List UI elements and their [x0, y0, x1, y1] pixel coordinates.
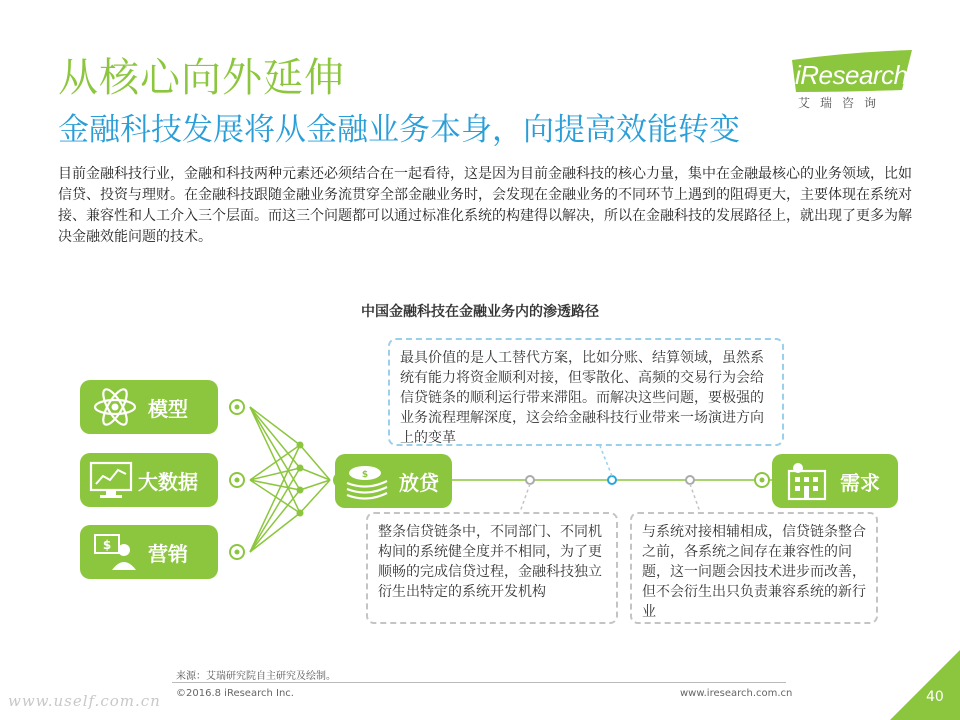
source-note: 来源：艾瑞研究院自主研究及绘制。	[176, 671, 336, 682]
node-lending-label: 放贷	[399, 470, 439, 495]
copyright: ©2016.8 iResearch Inc.	[176, 688, 294, 699]
logo-subtext: 艾瑞咨询	[798, 96, 887, 110]
node-demand-label: 需求	[840, 470, 880, 495]
logo-text: iResearch	[795, 60, 908, 90]
monitor-chart-icon	[88, 460, 134, 500]
person-screen-icon	[92, 532, 138, 572]
website-url: www.iresearch.com.cn	[680, 688, 793, 699]
watermark: www.uself.com.cn	[8, 692, 161, 710]
callout-bottom-left: 整条信贷链条中，不同部门、不同机构间的系统健全度并不相同，为了更顺畅的完成信贷过程，金融科技独立衍生出特定的系统开发机构	[366, 512, 618, 624]
callout-bottom-right: 与系统对接相辅相成，信贷链条整合之前，各系统之间存在兼容性的问题，这一问题会因技术进步而改善，但不会衍生出只负责兼容系统的新行业	[630, 512, 878, 624]
node-model	[80, 380, 218, 434]
diagram-title: 中国金融科技在金融业务内的渗透路径	[361, 304, 599, 320]
node-model-label: 模型	[148, 396, 188, 421]
intro-paragraph: 目前金融科技行业，金融和科技两种元素还必须结合在一起看待，这是因为目前金融科技的核心力量，集中在金融最核心的业务领域，比如信贷、投资与理财。在金融科技跟随金融业务流贯穿全部金融业务时，会发现在金融业务的不同环节上遇到的阻碍更大，主要体现在系统对接、兼容性和人工介入三个层面。而这三个问题都可以通过标准化系统的构建得以解决，所以在金融科技的发展路径上，就出现了更多为解决金融效能问题的技术。	[58, 166, 912, 245]
callout-top: 最具价值的是人工替代方案，比如分账、结算领域，虽然系统有能力将资金顺利对接，但零散化、高频的交易行为会给信贷链条的顺利运行带来滞阻。而解决这些问题，要极强的业务流程理解深度，这会给金融科技行业带来一场演进方向上的变革	[388, 338, 784, 446]
money-stack-icon	[343, 461, 389, 501]
node-lending	[335, 454, 452, 508]
building-icon	[784, 461, 830, 501]
node-marketing	[80, 525, 218, 579]
svg-text:$: $	[102, 538, 112, 552]
node-bigdata-label: 大数据	[138, 469, 198, 494]
corner-triangle	[890, 650, 960, 720]
page-number: 40	[926, 689, 944, 705]
svg-text:$: $	[361, 470, 369, 480]
node-bigdata	[80, 453, 218, 507]
node-marketing-label: 营销	[148, 541, 188, 566]
node-demand	[772, 454, 898, 508]
page-subtitle: 金融科技发展将从金融业务本身，向提高效能转变	[58, 112, 740, 148]
page-title: 从核心向外延伸	[58, 55, 345, 101]
footer-divider	[172, 682, 786, 683]
atom-icon	[92, 387, 138, 427]
